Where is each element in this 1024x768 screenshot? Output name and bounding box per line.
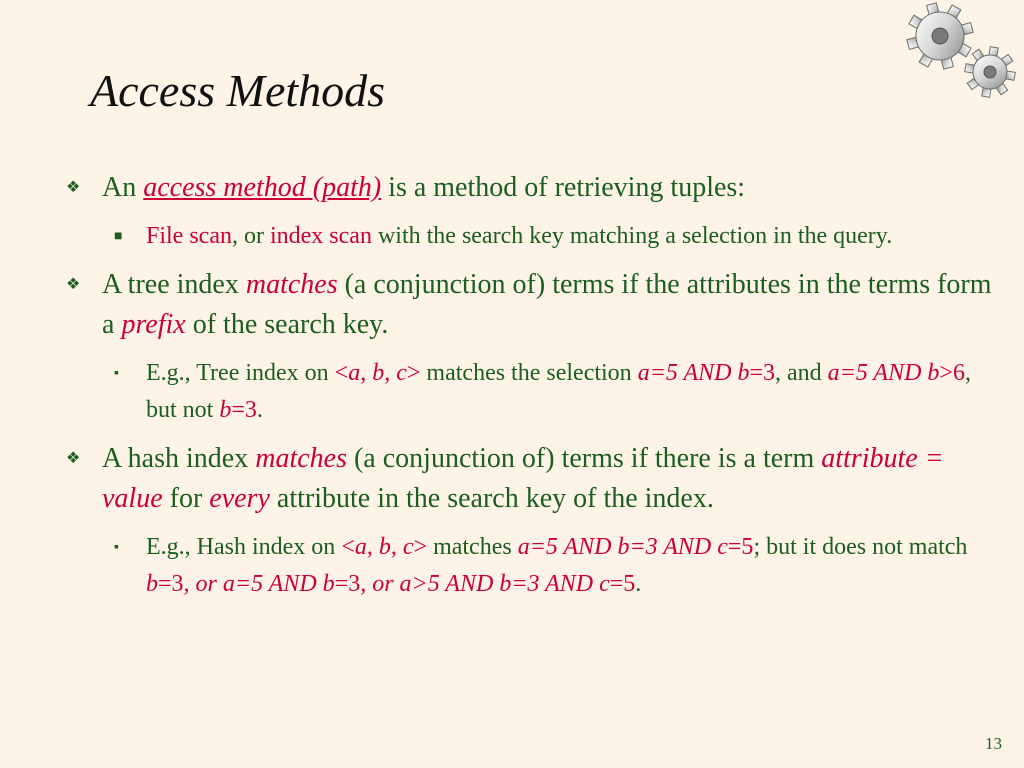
text: of the search key. [185, 309, 389, 340]
text: =3 [231, 397, 257, 423]
text: b [322, 571, 335, 597]
text: =5 [727, 534, 754, 560]
text: < [341, 534, 355, 560]
text: (a conjunction of) terms if the attributes in the terms form a [102, 269, 992, 340]
text: c [599, 571, 610, 597]
text: a [827, 360, 840, 386]
text: , but not [146, 360, 971, 423]
term-every: every [209, 483, 270, 514]
text: c [717, 534, 728, 560]
text: , or [183, 571, 223, 597]
text: a [399, 571, 412, 597]
term-matches: matches [245, 269, 338, 300]
text: A tree index [102, 269, 246, 300]
text: with the search key matching a selection in the query. [371, 223, 893, 249]
diamond-bullet-icon: ❖ [66, 179, 81, 196]
text: An [102, 172, 144, 203]
text: (a conjunction of) terms if there is a term [346, 443, 822, 474]
bullet-hash-index [66, 439, 996, 519]
text: b [219, 397, 232, 423]
text: =5 [609, 571, 636, 597]
text: . [635, 571, 642, 597]
text: a, b, c [354, 534, 414, 560]
slide-body [66, 168, 996, 613]
text: b [499, 571, 512, 597]
square-bullet-icon: ▪ [114, 540, 119, 555]
text: =3 AND [511, 571, 600, 597]
text: > [413, 534, 428, 560]
text: , or [231, 223, 270, 249]
text: E.g., Hash index on [146, 534, 342, 560]
term-index-scan: index scan [269, 223, 372, 249]
square-bullet-icon: ▪ [114, 366, 119, 381]
sub-bullet-hash-example [66, 529, 996, 603]
text: =5 AND [529, 534, 618, 560]
term-matches: matches [255, 443, 347, 474]
page-number: 13 [985, 734, 1002, 753]
term-prefix: prefix [121, 309, 186, 340]
text: =5 AND [839, 360, 928, 386]
text: for [162, 483, 210, 514]
text: < [334, 360, 349, 386]
text: , or [360, 571, 400, 597]
sub-bullet-file-scan [66, 218, 996, 255]
text: . [256, 397, 263, 423]
text: =3 [334, 571, 361, 597]
text: =3 [158, 571, 184, 597]
text: matches [427, 534, 518, 560]
text: E.g., Tree index on [146, 360, 335, 386]
square-bullet-icon: ■ [114, 229, 123, 244]
text: =3 AND [629, 534, 718, 560]
bullet-access-method [66, 168, 996, 208]
text: A hash index [102, 443, 256, 474]
text: b [617, 534, 630, 560]
text: =3 [749, 360, 775, 386]
text: attribute in the search key of the index. [269, 483, 714, 514]
text: =5 AND [649, 360, 738, 386]
text: >6 [939, 360, 965, 386]
text: matches the selection [420, 360, 638, 386]
sub-bullet-tree-example [66, 355, 996, 429]
text: =5 AND [234, 571, 323, 597]
text: a [517, 534, 530, 560]
text: > [406, 360, 421, 386]
text: >5 AND [411, 571, 500, 597]
text: b [927, 360, 940, 386]
text: a [222, 571, 235, 597]
text: , and [775, 360, 828, 386]
diamond-bullet-icon: ❖ [66, 276, 81, 293]
text: b [146, 571, 158, 597]
slide-title: Access Methods [90, 65, 386, 116]
term-access-method: access method (path) [143, 172, 382, 203]
diamond-bullet-icon: ❖ [66, 450, 81, 467]
text: b [737, 360, 750, 386]
text: ; but it does not match [753, 534, 968, 560]
gears-icon [888, 0, 1024, 104]
text: a [637, 360, 650, 386]
term-file-scan: File scan [146, 223, 232, 249]
text: is a method of retrieving tuples: [381, 172, 746, 203]
bullet-tree-index [66, 265, 996, 345]
term-attribute-value: attribute = value [102, 443, 944, 514]
text: a, b, c [348, 360, 407, 386]
